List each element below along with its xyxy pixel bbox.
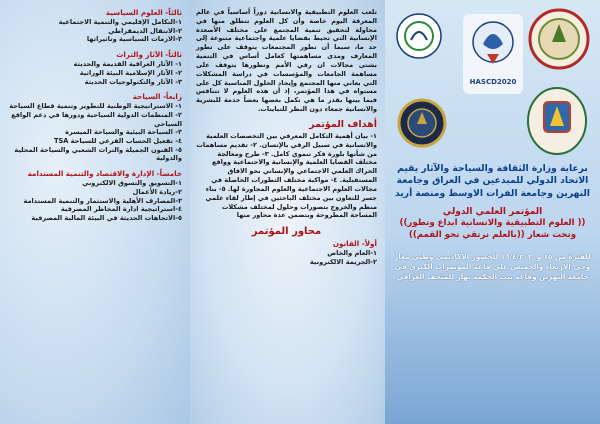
logo-label: HASCD2020 bbox=[469, 78, 517, 86]
topic-item: ١-التكامل الإقليمي والتنمية الاجتماعية bbox=[58, 18, 182, 26]
topic-item: ١-التسويق والتسوق الالكتروني bbox=[82, 179, 182, 188]
middle-panel bbox=[190, 0, 385, 424]
topic-item: ٣- الآثار والتكنولوجيات الحديثة bbox=[84, 77, 182, 86]
ministry-seal-icon bbox=[526, 86, 588, 156]
conference-title: المؤتمر العلمي الدولي bbox=[442, 207, 543, 218]
conference-slogan: وتحت شعار ((بالعلم نرتقي نحو القمم)) bbox=[408, 230, 577, 240]
topic-item: ١- الآثار العراقية القديمة والحديثة bbox=[73, 60, 182, 69]
patron-text: برعاية وزارة الثقافة والسياحة والآثار يقيم الاتحاد الدولي للمبدعين في العراق وجامعة النهرين وجامعة الفرات الاوسط ومنصة أريد bbox=[395, 163, 590, 199]
topic-section bbox=[6, 8, 182, 44]
topic-item: ٢-ريادة الأعمال bbox=[132, 187, 182, 196]
intro-paragraph: تلعب العلوم التطبيقية والانسانية دوراً أساسياً في عالم المعرفة اليوم خاصة وأن كل العلوم تنطلق منها في محاولة لتحقيق تنمية المجتمع على مختلف الأصعدة الإنسانية التي تحيط بقضايا علمية واجتماعية متنوعة إلى حد ما، سيما أن تطور المجتمعات يتوقف على تطور المعارف ومدى مساهمتها كعامل أساس في التنمية بشتى مجالات ان رقي الأمم وتطورها يتوقف على مساهمة الجامعات والمؤسسات في دراسة المشكلات التي يعاني منها المجتمع وإيجاد الحلول المناسبة كل على مستواه في هذا المؤتمر، إذ أن هذه العلوم لا تتنافس فيما بينها بقدر ما هي تكمل بعضها بعضاً خدمة للبشرية والانسانية جمعاء دون النظر للتباينات. bbox=[196, 8, 377, 114]
topic-item: ٥-الاتجاهات الحديثة في البيئة المالية المصرفية bbox=[31, 213, 182, 222]
logos-area bbox=[391, 6, 594, 161]
axes-item: ٢-الجريمة الالكترونية bbox=[309, 257, 377, 266]
objectives-text: ١- بيان أهمية التكامل المعرفي بين التخصصات العلمية والانسانية في سبيل الرقي بالإنسان. ٢- تقديم مساهمات من شأنها بلورة فكر تنموي كامل. ٣- طرح ومعالجة مختلف القضايا العلمية والإنسانية والاجتماعية وواقع الحراك العلمي الاجتماعي والإنساني نحو الافاق المستقبلية. ٤- مواكبة مختلف التطورات الحاصلة في مجالات العلوم الاجتماعية والعلوم المجاورة لها. ٥- بناء جسر للتعاون بين مختلف الباحثين في إطار لقاء علمي منظم والخروج بتصورات وحلول لمختلف مشكلات المساحة المطروحة وبتضمن عدة محاور منها bbox=[196, 131, 377, 220]
conference-logo-icon bbox=[463, 14, 523, 94]
university-badge-icon bbox=[397, 98, 447, 148]
axes-heading: محاور المؤتمر bbox=[251, 226, 322, 238]
conference-dates-venue: للفترة من ١٥ و١٦/٤/٢٠٢٠ للحضور الاكاديمي وطني معار وحي الاربعاء والخميس على قاعة المؤتمرات الكبرى في جامعة النهرين وقاعة بيت الحكمة نهار للمتحف العراقي bbox=[394, 251, 591, 282]
left-panel bbox=[0, 0, 190, 424]
creators-union-logo-icon bbox=[395, 12, 443, 60]
axes-subheading: أولاً- القانون bbox=[332, 239, 377, 249]
objectives-heading: أهداف المؤتمر bbox=[309, 118, 377, 130]
topic-item: ٣- السياحة البيئية والسياحة الميسرة bbox=[65, 128, 182, 137]
topic-item: ٤- تفعيل الحساب الفرعي للسياحة TSA bbox=[54, 137, 182, 146]
topic-item: ١- الاستراتيجية الوطنية للتطوير وتنمية قطاع السياحة bbox=[9, 102, 182, 111]
topic-section-title: ثالثاً- الآثار والتراث bbox=[116, 50, 182, 60]
topic-item: ٢-الانتقال الديمقراطي bbox=[108, 26, 182, 35]
topic-item: ٣-الازمات السياسية وتاثيراتها bbox=[86, 35, 182, 44]
conference-title-block bbox=[391, 163, 594, 283]
axes-list bbox=[196, 249, 377, 266]
topic-item: ٥- الفنون الجميلة والتراث الشعبي والسياحة المحلية والدولية bbox=[14, 145, 182, 163]
topic-item: ٤-استراتيجية ادارة المخاطر المصرفية bbox=[60, 205, 182, 214]
topic-item: ٢- الآثار الإسلامية البيئة الوراثية bbox=[79, 68, 182, 77]
university-seal-icon bbox=[528, 8, 590, 70]
topics-list bbox=[6, 8, 182, 223]
topic-section-title: رابعاً- السياحة bbox=[132, 92, 182, 102]
topic-item: ٢- المنظمات الدولية السياحية ودورها في دعم الواقع السياحي bbox=[11, 110, 182, 128]
topic-item: ٣-المصارف الأهلية والاستثمار والتنمية المستدامة bbox=[23, 196, 182, 205]
axes-item: ١-العام والخاص bbox=[327, 249, 377, 258]
topic-section-title: ثالثاً- العلوم السياسية bbox=[105, 8, 182, 17]
right-panel bbox=[385, 0, 600, 424]
topic-section bbox=[6, 92, 182, 163]
topic-section-title: خامساً- الإدارة والاقتصاد والتنمية المستدامة bbox=[27, 169, 182, 179]
topic-section bbox=[6, 169, 182, 223]
topic-section bbox=[6, 50, 182, 86]
conference-theme: (( العلوم التطبيقية والانسانية ابداع وتطور)) bbox=[399, 218, 586, 229]
